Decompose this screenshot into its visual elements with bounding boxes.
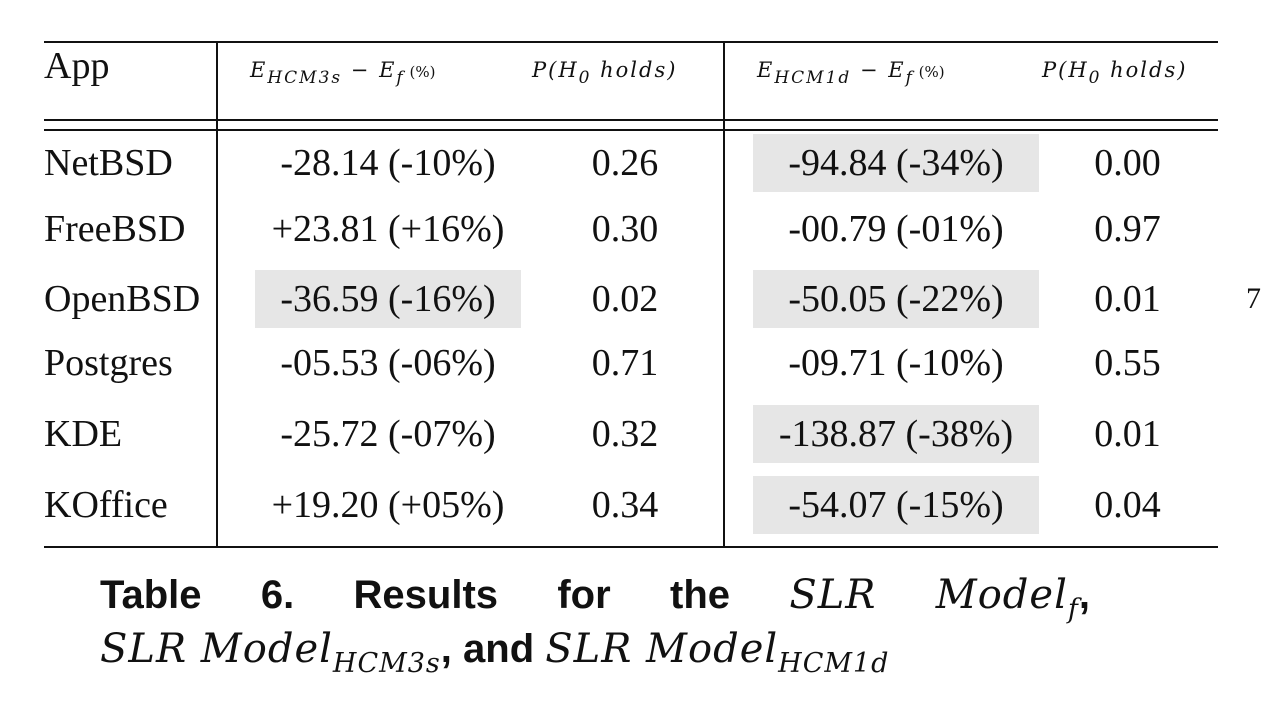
row-hcm1d-freebsd: -00.79 (-01%) <box>788 208 1004 250</box>
caption-word-number: 6. <box>260 573 295 617</box>
header-p-h0-1d: $P(H_0$ holds) <box>1042 58 1188 88</box>
bottom-rule <box>44 546 1218 548</box>
caption-word-results: Results <box>353 573 499 617</box>
column-divider-2 <box>723 41 725 548</box>
row-app-freebsd: FreeBSD <box>44 208 186 250</box>
row-hcm3s-kde: -25.72 (-07%) <box>280 413 496 455</box>
table-caption <box>100 572 1090 686</box>
caption-line-1 <box>100 572 1090 626</box>
row-p3s-freebsd: 0.30 <box>591 208 659 250</box>
caption-math-slr: SLR <box>789 572 877 618</box>
row-p3s-koffice: 0.34 <box>591 484 659 526</box>
row-p3s-postgres: 0.71 <box>591 342 659 384</box>
row-p3s-netbsd: 0.26 <box>591 142 659 184</box>
row-hcm3s-openbsd: -36.59 (-16%) <box>255 270 521 328</box>
row-p1d-openbsd: 0.01 <box>1094 278 1161 320</box>
caption-math-model-f: Model$_f$, <box>935 572 1090 625</box>
caption-line-2 <box>100 626 1090 686</box>
row-p1d-netbsd: 0.00 <box>1094 142 1161 184</box>
row-hcm3s-koffice: +19.20 (+05%) <box>271 484 505 526</box>
row-p1d-koffice: 0.04 <box>1094 484 1161 526</box>
row-hcm1d-openbsd: -50.05 (-22%) <box>753 270 1039 328</box>
row-app-netbsd: NetBSD <box>44 142 173 184</box>
caption-math-model-hcm3s: SLR Model$_{HCM3s}$ <box>100 626 441 679</box>
header-rule-upper <box>44 119 1218 121</box>
row-app-kde: KDE <box>44 413 123 455</box>
top-rule <box>44 41 1218 43</box>
header-app: App <box>44 45 110 87</box>
row-p3s-kde: 0.32 <box>591 413 659 455</box>
row-p1d-postgres: 0.55 <box>1094 342 1161 384</box>
row-hcm3s-freebsd: +23.81 (+16%) <box>271 208 505 250</box>
row-app-koffice: KOffice <box>44 484 168 526</box>
header-delta-hcm1d: $E_{HCM1d} - E_f$ (%) <box>757 58 945 88</box>
header-delta-hcm3s: $E_{HCM3s} - E_f$ (%) <box>250 58 436 88</box>
row-p1d-kde: 0.01 <box>1094 413 1161 455</box>
row-hcm1d-kde: -138.87 (-38%) <box>753 405 1039 463</box>
header-p-h0-3s: $P(H_0$ holds) <box>532 58 678 88</box>
stray-mark: 7 <box>1246 282 1261 315</box>
caption-math-model-hcm1d: SLR Model$_{HCM1d}$ <box>545 626 890 679</box>
header-rule-lower <box>44 129 1218 131</box>
row-p3s-openbsd: 0.02 <box>591 278 659 320</box>
row-p1d-freebsd: 0.97 <box>1094 208 1161 250</box>
row-app-openbsd: OpenBSD <box>44 278 201 320</box>
row-hcm1d-koffice: -54.07 (-15%) <box>753 476 1039 534</box>
caption-word-the: the <box>670 573 731 617</box>
row-app-postgres: Postgres <box>44 342 173 384</box>
caption-word-and: , and <box>440 627 546 671</box>
row-hcm3s-postgres: -05.53 (-06%) <box>280 342 496 384</box>
caption-word-table: Table <box>100 573 202 617</box>
caption-word-for: for <box>557 573 611 617</box>
row-hcm3s-netbsd: -28.14 (-10%) <box>280 142 496 184</box>
row-hcm1d-postgres: -09.71 (-10%) <box>788 342 1004 384</box>
column-divider-1 <box>216 41 218 548</box>
row-hcm1d-netbsd: -94.84 (-34%) <box>753 134 1039 192</box>
